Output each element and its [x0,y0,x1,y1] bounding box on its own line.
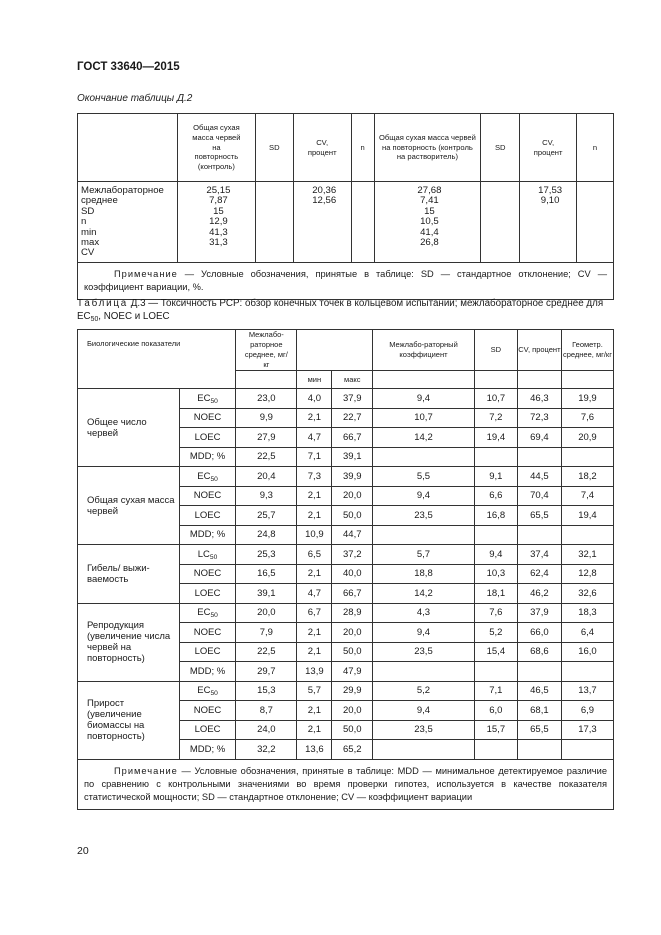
header-bio: Биологические показатели [78,330,236,389]
cell-mean: 22,5 [236,447,297,467]
endpoint-cell [179,720,236,740]
endpoint-cell [179,681,236,701]
header-mean-coef: Межлабо-раторный коэффициент [373,330,475,371]
table-d3-note [78,759,614,809]
document-header: ГОСТ 33640—2015 [77,61,180,73]
endpoint-cell [179,642,236,662]
table-d2-row-labels-text: Межлабораторное среднее SD n min max CV [81,185,164,259]
endpoint-label: MDD; % [189,665,226,677]
table-d3-header-row [78,330,614,371]
cell-min: 2,1 [297,642,332,662]
cell-coef: 9,4 [373,701,475,721]
cell-max: 50,0 [332,642,373,662]
cell-min: 7,3 [297,467,332,487]
cell-mean: 24,8 [236,525,297,545]
header-max: макс [332,371,373,389]
cell-sd [474,662,517,682]
group-label: Гибель/ выжи-ваемость [78,545,180,604]
table-d2-cell [374,182,481,263]
cell-coef: 14,2 [373,428,475,448]
cell-cv: 70,4 [517,486,561,506]
header-mean-blank [236,371,297,389]
table-d2-cell [351,182,374,263]
endpoint-cell [179,564,236,584]
endpoint-label: EC [197,685,211,697]
cell-cv [517,447,561,467]
group-label: Репродукция (увеличение числа червей на повторность) [78,603,180,681]
cell-max: 39,9 [332,467,373,487]
endpoint-subscript: 50 [210,475,218,483]
cell-min: 2,1 [297,486,332,506]
endpoint-label: MDD; % [189,451,226,463]
cell-cv: 68,1 [517,701,561,721]
endpoint-label: NOEC [193,568,222,580]
caption-tail: , NOEC и LOEC [98,311,170,322]
endpoint-label: EC [197,607,211,619]
table-d2-row-labels [78,182,178,263]
cell-sd: 16,8 [474,506,517,526]
cell-mean: 15,3 [236,681,297,701]
cell-cv: 66,0 [517,623,561,643]
cell-cv: 44,5 [517,467,561,487]
cell-sd: 7,6 [474,603,517,623]
endpoint-cell [179,623,236,643]
table-row [78,467,614,487]
cell-geo: 13,7 [561,681,613,701]
endpoint-label: EC [197,470,211,482]
table-d2-header-cell: SD [255,114,293,182]
cell-cv: 37,4 [517,545,561,565]
header-blank [373,371,475,389]
endpoint-label: NOEC [193,412,222,424]
cell-sd: 19,4 [474,428,517,448]
table-d2-values: 25,15 7,87 15 12,9 41,3 31,3 [206,185,231,249]
endpoint-cell [179,447,236,467]
cell-sd: 9,1 [474,467,517,487]
table-d2-values: 17,53 9,10 [538,185,563,207]
endpoint-label: LOEC [194,431,221,443]
table-d2-header-cell [78,114,178,182]
endpoint-label: MDD; % [189,529,226,541]
cell-sd: 7,1 [474,681,517,701]
caption-label: Таблица [77,298,129,309]
cell-mean: 16,5 [236,564,297,584]
cell-max: 39,1 [332,447,373,467]
cell-coef [373,525,475,545]
header-min: мин [297,371,332,389]
cell-mean: 25,7 [236,506,297,526]
table-row [78,545,614,565]
cell-sd: 5,2 [474,623,517,643]
cell-sd [474,525,517,545]
caption-text: Д.3 — Токсичность PCP: обзор конечных точек в кольцевом испытании; межлабораторное среднее для EC [77,298,604,322]
cell-max: 44,7 [332,525,373,545]
group-label: Общая сухая масса червей [78,467,180,545]
cell-sd: 6,6 [474,486,517,506]
cell-coef: 23,5 [373,642,475,662]
cell-min: 5,7 [297,681,332,701]
cell-sd: 10,7 [474,389,517,409]
cell-cv: 46,3 [517,389,561,409]
cell-mean: 24,0 [236,720,297,740]
header-geo: Геометр. среднее, мг/кг [561,330,613,371]
endpoint-subscript: 50 [210,612,218,620]
cell-geo: 32,1 [561,545,613,565]
table-d2-header-cell: Общая сухая масса червей на повторность (контроль на растворитель) [374,114,481,182]
cell-coef: 9,4 [373,486,475,506]
cell-sd: 15,4 [474,642,517,662]
cell-geo: 17,3 [561,720,613,740]
endpoint-label: LOEC [194,724,221,736]
endpoint-subscript: 50 [210,397,218,405]
page-number: 20 [77,845,89,857]
cell-cv: 65,5 [517,506,561,526]
cell-max: 29,9 [332,681,373,701]
caption-subscript: 50 [90,316,99,323]
cell-geo: 6,9 [561,701,613,721]
cell-geo: 6,4 [561,623,613,643]
cell-geo: 7,6 [561,408,613,428]
table-d2-header-cell: SD [481,114,520,182]
cell-min: 13,6 [297,740,332,760]
cell-coef: 18,8 [373,564,475,584]
cell-min: 2,1 [297,720,332,740]
header-range [297,330,373,371]
endpoint-cell [179,603,236,623]
cell-coef [373,447,475,467]
endpoint-cell [179,389,236,409]
cell-cv: 46,2 [517,584,561,604]
cell-geo: 7,4 [561,486,613,506]
endpoint-label: LOEC [194,587,221,599]
endpoint-cell [179,506,236,526]
cell-min: 6,5 [297,545,332,565]
header-sd: SD [474,330,517,371]
cell-mean: 20,0 [236,603,297,623]
cell-coef: 14,2 [373,584,475,604]
table-d3-caption [77,297,617,323]
table-d2-header-cell: Общая сухая масса червей на повторность (контроль) [177,114,255,182]
table-d2-values: 27,68 7,41 15 10,5 41,4 26,8 [417,185,442,249]
cell-sd: 6,0 [474,701,517,721]
cell-coef [373,740,475,760]
cell-coef: 23,5 [373,720,475,740]
table-d2-header-row [78,114,614,182]
cell-coef: 9,4 [373,389,475,409]
cell-max: 37,2 [332,545,373,565]
cell-max: 47,9 [332,662,373,682]
cell-cv: 46,5 [517,681,561,701]
cell-max: 50,0 [332,720,373,740]
table-d2-cell [293,182,351,263]
cell-mean: 25,3 [236,545,297,565]
table-d2-cell [177,182,255,263]
table-d2-cell [577,182,614,263]
cell-geo: 19,4 [561,506,613,526]
cell-coef [373,662,475,682]
note-heading: Примечание [114,268,178,279]
cell-max: 22,7 [332,408,373,428]
cell-sd [474,740,517,760]
header-mean: Межлабо-раторное среднее, мг/кг [236,330,297,371]
endpoint-label: EC [197,392,211,404]
cell-sd: 10,3 [474,564,517,584]
cell-mean: 20,4 [236,467,297,487]
cell-max: 66,7 [332,584,373,604]
table-d3 [77,329,614,810]
cell-mean: 32,2 [236,740,297,760]
cell-mean: 39,1 [236,584,297,604]
endpoint-label: LOEC [194,509,221,521]
table-row [78,389,614,409]
cell-min: 2,1 [297,564,332,584]
table-d2-header-cell: CV, процент [520,114,577,182]
cell-max: 65,2 [332,740,373,760]
endpoint-cell [179,701,236,721]
endpoint-cell [179,525,236,545]
endpoint-cell [179,584,236,604]
cell-geo: 20,9 [561,428,613,448]
cell-min: 13,9 [297,662,332,682]
cell-max: 40,0 [332,564,373,584]
group-label: Прирост (увеличение биомассы на повторность) [78,681,180,759]
cell-max: 37,9 [332,389,373,409]
cell-coef: 9,4 [373,623,475,643]
cell-mean: 23,0 [236,389,297,409]
cell-min: 2,1 [297,506,332,526]
table-d2-cell [481,182,520,263]
cell-coef: 23,5 [373,506,475,526]
table-row [78,603,614,623]
cell-geo: 16,0 [561,642,613,662]
cell-min: 6,7 [297,603,332,623]
cell-coef: 10,7 [373,408,475,428]
cell-mean: 8,7 [236,701,297,721]
note-text: — Условные обозначения, принятые в таблице: SD — стандартное отклонение; CV — коэффициент вариации, %. [84,268,607,292]
cell-mean: 9,9 [236,408,297,428]
cell-max: 20,0 [332,486,373,506]
cell-cv [517,525,561,545]
cell-cv: 69,4 [517,428,561,448]
cell-coef: 5,7 [373,545,475,565]
cell-geo: 18,3 [561,603,613,623]
endpoint-cell [179,545,236,565]
note-heading: Примечание [114,765,178,776]
cell-geo: 18,2 [561,467,613,487]
cell-cv: 37,9 [517,603,561,623]
cell-min: 4,0 [297,389,332,409]
cell-mean: 27,9 [236,428,297,448]
cell-min: 4,7 [297,428,332,448]
cell-geo [561,662,613,682]
cell-cv: 65,5 [517,720,561,740]
cell-cv: 68,6 [517,642,561,662]
endpoint-label: LOEC [194,646,221,658]
cell-coef: 5,2 [373,681,475,701]
endpoint-cell [179,662,236,682]
table-d2 [77,113,614,300]
header-blank [561,371,613,389]
cell-min: 2,1 [297,408,332,428]
note-text: — Условные обозначения, принятые в таблице: MDD — минимальное детектируемое различие по сравнению с контрольными значениями во время проверки гипотез, используется в качестве показателя статистической мощности; SD — стандартное отклонение; CV — коэффициент вариации [84,765,607,802]
endpoint-label: NOEC [193,704,222,716]
table-d3-note-row [78,759,614,809]
endpoint-cell [179,486,236,506]
endpoint-cell [179,740,236,760]
cell-geo [561,740,613,760]
table-d2-header-cell: CV, процент [293,114,351,182]
endpoint-cell [179,467,236,487]
cell-min: 2,1 [297,701,332,721]
cell-min: 2,1 [297,623,332,643]
cell-cv: 72,3 [517,408,561,428]
table-d2-note-row [78,262,614,299]
endpoint-label: MDD; % [189,743,226,755]
table-d2-cell [520,182,577,263]
endpoint-subscript: 50 [209,553,218,561]
header-blank [474,371,517,389]
table-d2-values: 20,36 12,56 [312,185,337,207]
endpoint-label: NOEC [193,626,222,638]
cell-coef: 5,5 [373,467,475,487]
cell-sd: 7,2 [474,408,517,428]
cell-mean: 7,9 [236,623,297,643]
cell-cv: 62,4 [517,564,561,584]
cell-mean: 29,7 [236,662,297,682]
cell-max: 50,0 [332,506,373,526]
endpoint-label: LC [197,548,210,560]
header-blank [517,371,561,389]
cell-max: 28,9 [332,603,373,623]
cell-mean: 9,3 [236,486,297,506]
table-row [78,681,614,701]
cell-cv [517,662,561,682]
cell-geo: 19,9 [561,389,613,409]
endpoint-cell [179,428,236,448]
endpoint-cell [179,408,236,428]
cell-max: 20,0 [332,701,373,721]
table-d2-note [78,262,614,299]
table-d2-header-cell: n [577,114,614,182]
table-d2-cell [255,182,293,263]
header-cv: CV, процент [517,330,561,371]
cell-sd: 9,4 [474,545,517,565]
cell-mean: 22,5 [236,642,297,662]
cell-sd [474,447,517,467]
endpoint-subscript: 50 [210,690,218,698]
group-label: Общее число червей [78,389,180,467]
cell-sd: 15,7 [474,720,517,740]
cell-geo: 32,6 [561,584,613,604]
cell-geo: 12,8 [561,564,613,584]
cell-cv [517,740,561,760]
cell-geo [561,525,613,545]
cell-max: 20,0 [332,623,373,643]
cell-min: 4,7 [297,584,332,604]
table-d2-data-row [78,182,614,263]
endpoint-label: NOEC [193,490,222,502]
table-d2-caption: Окончание таблицы Д.2 [77,93,193,104]
cell-coef: 4,3 [373,603,475,623]
cell-min: 10,9 [297,525,332,545]
table-d2-header-cell: n [351,114,374,182]
cell-min: 7,1 [297,447,332,467]
cell-sd: 18,1 [474,584,517,604]
cell-geo [561,447,613,467]
cell-max: 66,7 [332,428,373,448]
